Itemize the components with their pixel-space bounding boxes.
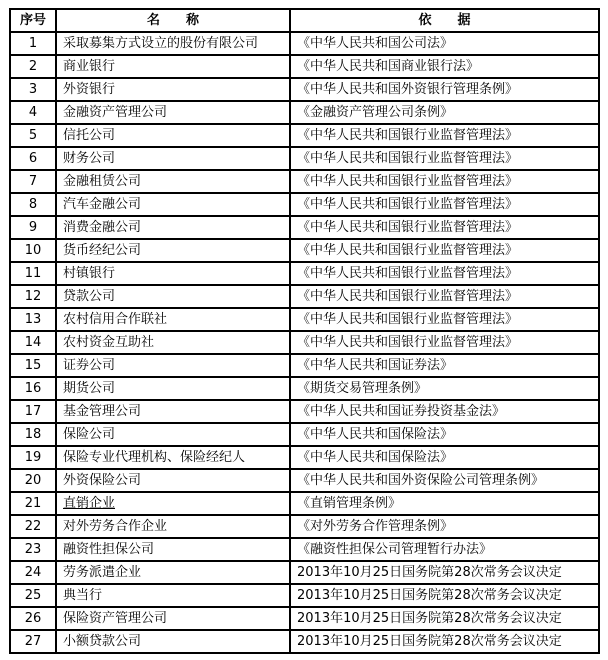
table-row: [10, 400, 599, 423]
table-row: [10, 630, 599, 653]
cell-basis: 《中华人民共和国银行业监督管理法》: [290, 170, 599, 193]
table-row: [10, 101, 599, 124]
table-row: [10, 561, 599, 584]
cell-name: [56, 239, 290, 262]
cell-name: [56, 170, 290, 193]
column-header-name: 名 称: [56, 9, 290, 32]
table-row: [10, 492, 599, 515]
entity-name-underlined: 直销企业: [63, 496, 116, 511]
cell-name: [56, 492, 290, 515]
cell-name: [56, 216, 290, 239]
table-row: [10, 193, 599, 216]
column-header-basis: 依 据: [290, 9, 599, 32]
cell-no: 11: [10, 262, 56, 285]
cell-no: 9: [10, 216, 56, 239]
table-body: [10, 32, 599, 653]
cell-basis: 《中华人民共和国证券投资基金法》: [290, 400, 599, 423]
cell-name: [56, 147, 290, 170]
cell-no: 8: [10, 193, 56, 216]
cell-no: 26: [10, 607, 56, 630]
cell-name: [56, 78, 290, 101]
cell-name: [56, 607, 290, 630]
entity-name: 劳务派遣企业: [63, 565, 142, 580]
column-header-no: 序号: [10, 9, 56, 32]
entity-name: 典当行: [63, 588, 103, 603]
cell-name: [56, 55, 290, 78]
table-header-row: [10, 9, 599, 32]
entity-name: 农村信用合作联社: [63, 312, 168, 327]
cell-name: [56, 124, 290, 147]
entity-name: 期货公司: [63, 381, 116, 396]
cell-no: 24: [10, 561, 56, 584]
cell-name: [56, 377, 290, 400]
entity-name: 保险资产管理公司: [63, 611, 168, 626]
entity-name: 货币经纪公司: [63, 243, 142, 258]
entity-name: 金融资产管理公司: [63, 105, 168, 120]
cell-basis: 《中华人民共和国银行业监督管理法》: [290, 216, 599, 239]
table-row: [10, 423, 599, 446]
cell-basis: 《直销管理条例》: [290, 492, 599, 515]
cell-no: 14: [10, 331, 56, 354]
cell-no: 27: [10, 630, 56, 653]
table-row: [10, 262, 599, 285]
cell-name: [56, 515, 290, 538]
cell-basis: 《中华人民共和国银行业监督管理法》: [290, 331, 599, 354]
cell-basis: 《期货交易管理条例》: [290, 377, 599, 400]
cell-basis: 2013年10月25日国务院第28次常务会议决定: [290, 584, 599, 607]
entity-name: 消费金融公司: [63, 220, 142, 235]
cell-basis: 《中华人民共和国银行业监督管理法》: [290, 147, 599, 170]
table-row: [10, 285, 599, 308]
table-row: [10, 446, 599, 469]
entity-name: 村镇银行: [63, 266, 116, 281]
table-row: [10, 170, 599, 193]
table-row: [10, 308, 599, 331]
cell-name: [56, 262, 290, 285]
cell-name: [56, 331, 290, 354]
cell-name: [56, 354, 290, 377]
approval-items-table: [9, 8, 600, 654]
cell-no: 17: [10, 400, 56, 423]
cell-name: [56, 32, 290, 55]
cell-name: [56, 446, 290, 469]
cell-basis: 《中华人民共和国证券法》: [290, 354, 599, 377]
table-row: [10, 354, 599, 377]
cell-name: [56, 469, 290, 492]
entity-name: 商业银行: [63, 59, 116, 74]
table-row: [10, 239, 599, 262]
cell-no: 20: [10, 469, 56, 492]
cell-name: [56, 561, 290, 584]
table-row: [10, 584, 599, 607]
table-row: [10, 331, 599, 354]
table-row: [10, 147, 599, 170]
cell-basis: 《中华人民共和国银行业监督管理法》: [290, 262, 599, 285]
cell-no: 23: [10, 538, 56, 561]
cell-basis: 《中华人民共和国银行业监督管理法》: [290, 308, 599, 331]
entity-name: 财务公司: [63, 151, 116, 166]
entity-name: 农村资金互助社: [63, 335, 155, 350]
cell-no: 21: [10, 492, 56, 515]
cell-basis: 《融资性担保公司管理暂行办法》: [290, 538, 599, 561]
cell-no: 16: [10, 377, 56, 400]
table-row: [10, 78, 599, 101]
cell-name: [56, 193, 290, 216]
cell-name: [56, 101, 290, 124]
cell-no: 12: [10, 285, 56, 308]
cell-no: 22: [10, 515, 56, 538]
cell-basis: 《金融资产管理公司条例》: [290, 101, 599, 124]
entity-name: 贷款公司: [63, 289, 116, 304]
table-row: [10, 469, 599, 492]
cell-name: [56, 423, 290, 446]
entity-name: 汽车金融公司: [63, 197, 142, 212]
cell-basis: 《中华人民共和国银行业监督管理法》: [290, 285, 599, 308]
cell-name: [56, 285, 290, 308]
cell-no: 2: [10, 55, 56, 78]
table-row: [10, 607, 599, 630]
cell-name: [56, 584, 290, 607]
entity-name: 保险专业代理机构、保险经纪人: [63, 450, 246, 465]
cell-basis: 《中华人民共和国外资银行管理条例》: [290, 78, 599, 101]
entity-name: 信托公司: [63, 128, 116, 143]
cell-name: [56, 630, 290, 653]
table-row: [10, 32, 599, 55]
cell-no: 3: [10, 78, 56, 101]
entity-name: 对外劳务合作企业: [63, 519, 168, 534]
cell-no: 25: [10, 584, 56, 607]
entity-name: 保险公司: [63, 427, 116, 442]
cell-no: 5: [10, 124, 56, 147]
cell-no: 4: [10, 101, 56, 124]
cell-basis: 《中华人民共和国银行业监督管理法》: [290, 239, 599, 262]
cell-basis: 2013年10月25日国务院第28次常务会议决定: [290, 607, 599, 630]
table-row: [10, 216, 599, 239]
entity-name: 外资保险公司: [63, 473, 142, 488]
cell-basis: 《对外劳务合作管理条例》: [290, 515, 599, 538]
cell-no: 18: [10, 423, 56, 446]
table-row: [10, 538, 599, 561]
cell-name: [56, 538, 290, 561]
cell-basis: 《中华人民共和国保险法》: [290, 423, 599, 446]
cell-basis: 《中华人民共和国银行业监督管理法》: [290, 124, 599, 147]
cell-no: 7: [10, 170, 56, 193]
cell-basis: 2013年10月25日国务院第28次常务会议决定: [290, 561, 599, 584]
entity-name: 采取募集方式设立的股份有限公司: [63, 36, 259, 51]
cell-name: [56, 400, 290, 423]
entity-name: 金融租赁公司: [63, 174, 142, 189]
table-row: [10, 515, 599, 538]
table-row: [10, 124, 599, 147]
cell-basis: 《中华人民共和国公司法》: [290, 32, 599, 55]
entity-name: 证券公司: [63, 358, 116, 373]
cell-no: 13: [10, 308, 56, 331]
cell-name: [56, 308, 290, 331]
cell-no: 1: [10, 32, 56, 55]
entity-name: 小额贷款公司: [63, 634, 142, 649]
cell-no: 19: [10, 446, 56, 469]
entity-name: 基金管理公司: [63, 404, 142, 419]
cell-no: 6: [10, 147, 56, 170]
table-row: [10, 55, 599, 78]
cell-basis: 《中华人民共和国保险法》: [290, 446, 599, 469]
cell-basis: 《中华人民共和国商业银行法》: [290, 55, 599, 78]
cell-basis: 《中华人民共和国外资保险公司管理条例》: [290, 469, 599, 492]
cell-basis: 《中华人民共和国银行业监督管理法》: [290, 193, 599, 216]
cell-no: 15: [10, 354, 56, 377]
entity-name: 外资银行: [63, 82, 116, 97]
cell-basis: 2013年10月25日国务院第28次常务会议决定: [290, 630, 599, 653]
table-row: [10, 377, 599, 400]
entity-name: 融资性担保公司: [63, 542, 155, 557]
cell-no: 10: [10, 239, 56, 262]
